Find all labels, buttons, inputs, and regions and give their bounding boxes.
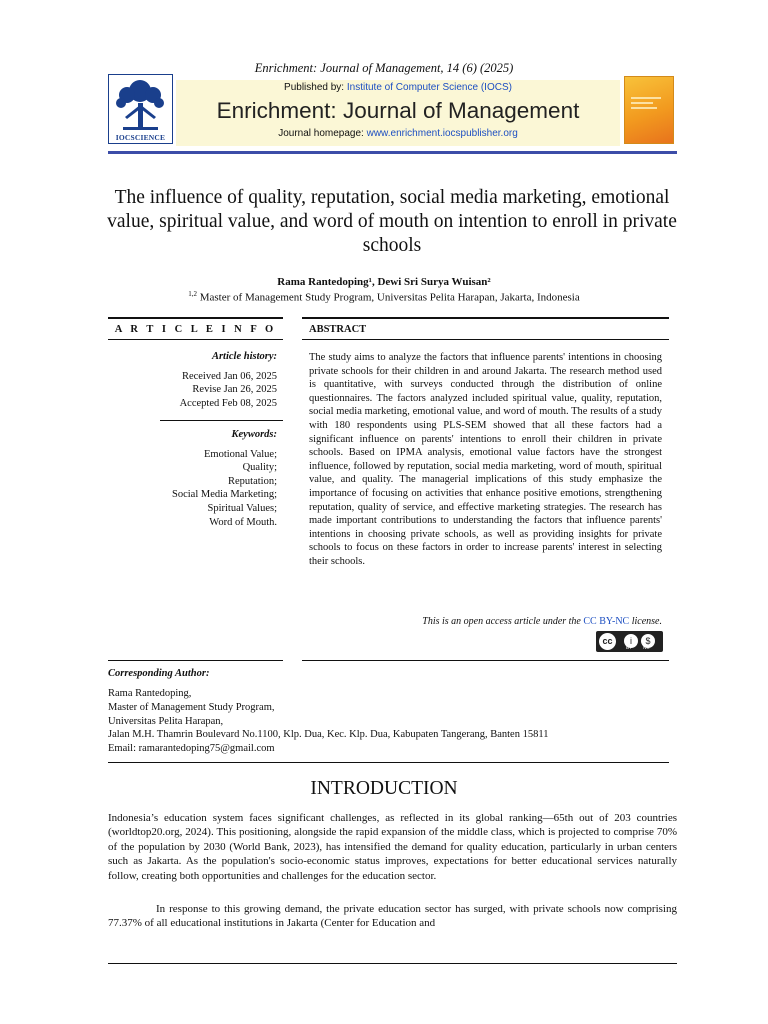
article-info-heading: A R T I C L E I N F O	[114, 324, 277, 335]
license-prefix: This is an open access article under the	[422, 616, 584, 627]
corresponding-line: Rama Rantedoping,	[108, 688, 192, 699]
publisher-link[interactable]: Institute of Computer Science (IOCS)	[346, 82, 512, 93]
cc-by-nc-badge[interactable]	[596, 631, 663, 652]
keyword-item: Social Media Marketing;	[172, 489, 277, 501]
divider	[160, 420, 283, 421]
cc-icon: cc	[599, 633, 616, 650]
divider	[302, 660, 669, 661]
noncommercial-icon: $	[641, 634, 655, 648]
abstract-heading: ABSTRACT	[309, 324, 367, 335]
keyword-item: Emotional Value;	[203, 448, 277, 460]
tree-logo-icon	[109, 75, 172, 133]
corresponding-author-heading: Corresponding Author:	[108, 668, 210, 679]
header-rule	[108, 151, 677, 154]
affiliation-superscript: 1,2	[188, 290, 197, 298]
logo-text: IOCSCIENCE	[115, 133, 166, 142]
corresponding-line: Jalan M.H. Thamrin Boulevard No.1100, Klp. Dua, Kec. Klp. Dua, Kabupaten Tangerang, Banten 15811	[108, 729, 549, 741]
history-heading: Article history:	[211, 351, 277, 362]
footer-rule	[108, 963, 677, 964]
divider	[302, 339, 669, 340]
article-history	[108, 350, 277, 410]
license-link[interactable]: CC BY-NC	[583, 616, 630, 627]
journal-citation: Enrichment: Journal of Management, 14 (6) (2025)	[254, 61, 514, 75]
homepage-label: Journal homepage:	[278, 128, 367, 139]
keywords-heading: Keywords:	[231, 429, 277, 440]
history-accepted: Accepted Feb 08, 2025	[179, 397, 277, 409]
divider	[302, 317, 669, 319]
keyword-item: Quality;	[242, 462, 277, 474]
keyword-item: Spiritual Values;	[207, 502, 277, 514]
corresponding-line: Master of Management Study Program,	[108, 701, 275, 713]
divider	[108, 317, 283, 319]
keywords	[108, 428, 277, 529]
divider	[108, 762, 669, 763]
intro-paragraph-2: In response to this growing demand, the private education sector has surged, with private schools now comprising 77.37% of all educational institutions in Jakarta (Center for Education and	[108, 903, 677, 930]
corresponding-email: Email: ramarantedoping75@gmail.com	[108, 743, 275, 755]
introduction-heading: INTRODUCTION	[310, 778, 458, 799]
cc-nc-label: NC	[643, 645, 650, 650]
intro-paragraph-1: Indonesia’s education system faces significant challenges, as reflected in its global ranking—65th out of 203 countries (worldtop20.org, 2024). This positioning, alongside the rapid expansion of the middle class, which is projected to comprise 70% of the population by 2030 (World Bank, 2023), has intensified the demand for quality education, particularly in urban centers such as Jakarta. As the population's socio-economic status improves, expectations for better educational services naturally follow, creating both opportunities and challenges for the education sector.	[108, 812, 677, 882]
history-received: Received Jan 06, 2025	[181, 370, 277, 382]
keyword-item: Reputation;	[228, 475, 277, 487]
license-line	[309, 616, 662, 627]
by-attribution-icon: i	[624, 634, 638, 648]
abstract-text: The study aims to analyze the factors that influence parents' intentions in choosing private schools for their children in and around Jakarta. The research method used is quantitative, with surveys conducted through the distribution of online questionnaires. The factors analyzed included spiritual value, quality, reputation, social media marketing, emotional value, and word of mouth. The results of a study with 180 respondents using PLS-SEM showed that all these factors had a significant influence on parents' intentions to enroll their children in private schools. Based on IPMA analysis, emotional value factors have the strongest influence, followed by reputation, social media marketing, word of mouth, spiritual value, and quality. The managerial implications of this study emphasize the importance of focusing on activities that enhance positive emotions, strengthening reputation, quality of service, and effective marketing strategies. The research has made important contributions to understanding the factors that influence parents' intentions in choosing private schools, as well as providing insights for private schools to focus on these factors in order to increase parents' interest in selecting their schools.	[309, 352, 662, 567]
divider	[108, 339, 283, 340]
iocscience-logo	[108, 74, 173, 144]
publisher-line	[176, 82, 620, 93]
corresponding-line: Universitas Pelita Harapan,	[108, 715, 224, 727]
cc-by-label: BY	[626, 645, 633, 650]
article-title: The influence of quality, reputation, social media marketing, emotional value, spiritual value, and word of mouth on intention to enroll in private schools	[107, 187, 677, 256]
keyword-item: Word of Mouth.	[209, 516, 277, 528]
homepage-link[interactable]: www.enrichment.iocspublisher.org	[366, 128, 518, 139]
journal-cover-thumbnail	[624, 76, 674, 144]
published-by-label: Published by:	[284, 82, 347, 93]
license-suffix: license.	[629, 616, 662, 627]
affiliation	[0, 290, 768, 304]
history-revised: Revise Jan 26, 2025	[192, 384, 277, 396]
corresponding-author-details	[108, 687, 548, 756]
homepage-line	[176, 128, 620, 139]
journal-title: Enrichment: Journal of Management	[216, 98, 580, 123]
affiliation-text: Master of Management Study Program, Universitas Pelita Harapan, Jakarta, Indonesia	[199, 291, 580, 304]
authors: Rama Rantedoping¹, Dewi Sri Surya Wuisan²	[277, 276, 491, 288]
divider	[108, 660, 283, 661]
